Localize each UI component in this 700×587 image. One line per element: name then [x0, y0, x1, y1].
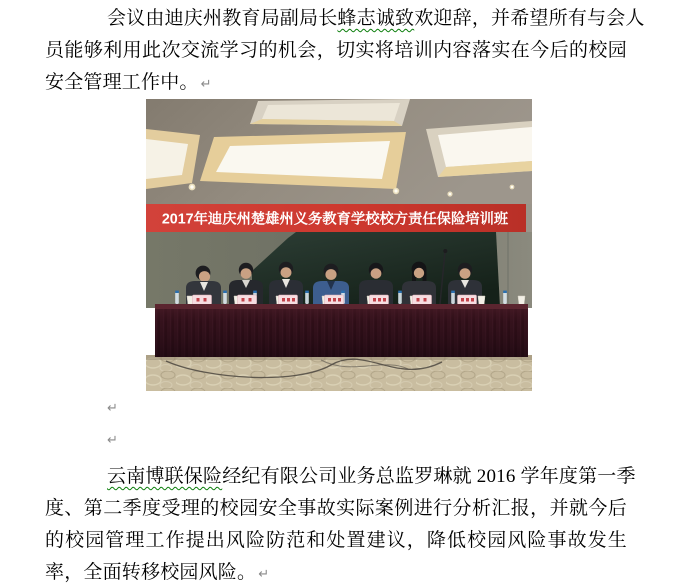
paragraph-mark: ↵ [200, 77, 212, 92]
text-line [45, 67, 627, 99]
paragraph-text: 会议由迪庆州教育局副局长 [107, 8, 338, 29]
ceiling-light-cove-center [200, 132, 406, 189]
spellcheck-flagged-text: 蜂志诚致 [337, 8, 415, 29]
text-line [45, 461, 636, 493]
text-line [45, 525, 627, 557]
carpet [146, 355, 532, 391]
paragraph-text: 安全管理工作中。 [45, 72, 199, 93]
spellcheck-flagged-text: 云南博联保险 [107, 466, 223, 487]
text-line [45, 557, 627, 587]
ceiling-light-cove-right [426, 121, 532, 177]
conference-table [155, 304, 528, 357]
empty-paragraph [45, 391, 627, 423]
paragraph-text: 员能够利用此次交流学习的机会，切实将培训内容落实在今后的校园 [45, 40, 627, 61]
text-line [45, 3, 645, 35]
paragraph-text: 率，全面转移校园风险。 [45, 562, 257, 583]
paragraph-1 [45, 3, 645, 99]
empty-paragraph [45, 423, 627, 455]
conference-photo [146, 99, 532, 391]
photo-banner [146, 204, 532, 232]
paragraph-text: 欢迎辞，并希望所有与会人 [414, 8, 645, 29]
paragraph-mark: ↵ [258, 567, 270, 582]
text-line [45, 35, 627, 67]
paragraph-text: 经纪有限公司业务总监罗琳就 2016 学年度第一季 [222, 466, 636, 487]
ceiling-light-cove-left [146, 129, 200, 189]
banner-text: 2017年迪庆州楚雄州义务教育学校校方责任保险培训班 [161, 211, 509, 228]
paragraph-2 [45, 461, 636, 587]
paragraph-mark: ↵ [107, 401, 118, 416]
paragraph-text: 度、第二季度受理的校园安全事故实际案例进行分析汇报，并就今后 [45, 498, 627, 519]
paragraph-text: 的校园管理工作提出风险防范和处置建议，降低校园风险事故发生 [45, 530, 627, 551]
text-line [45, 493, 627, 525]
paragraph-mark: ↵ [107, 433, 118, 448]
ceiling [146, 99, 532, 205]
